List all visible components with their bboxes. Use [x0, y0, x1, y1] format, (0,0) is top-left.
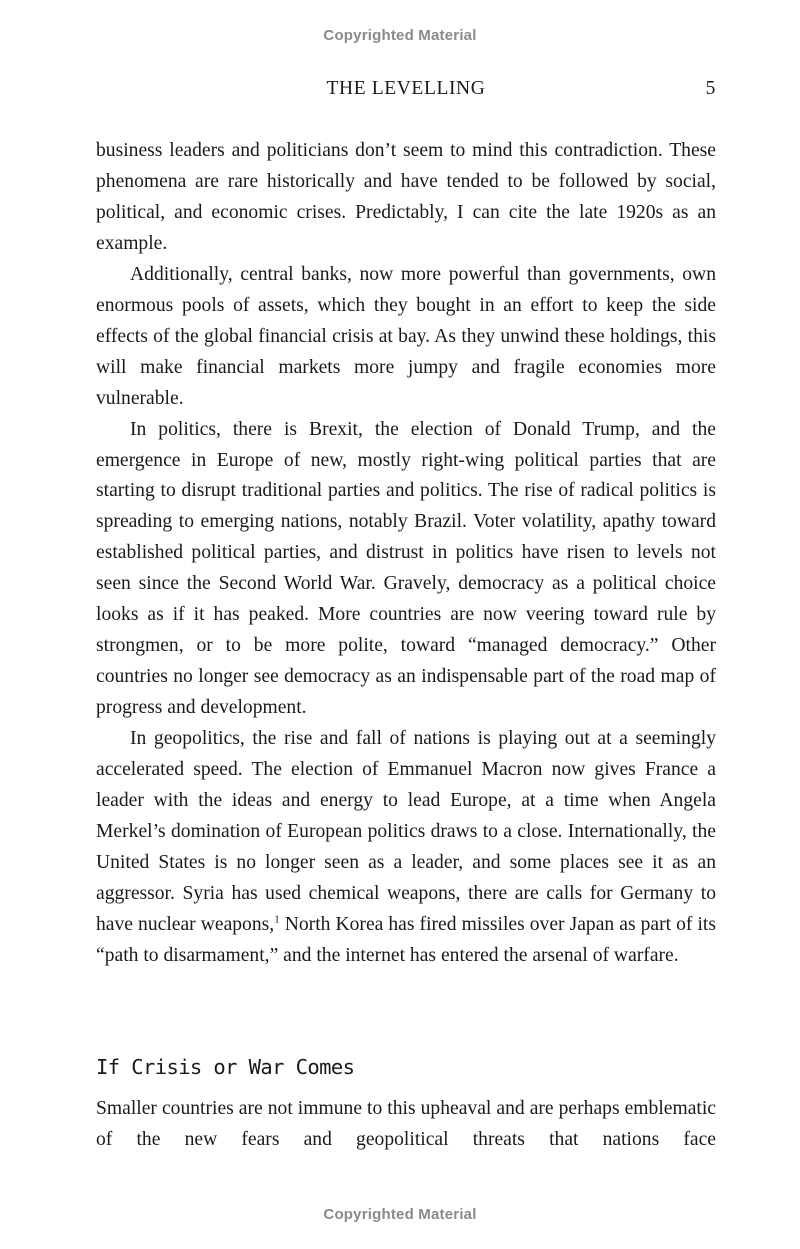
page-number: 5	[705, 78, 716, 99]
paragraph-geopolitics-part-1: In geopolitics, the rise and fall of nations is playing out at a seemingly accelerated speed. The election of Emmanuel Macron now gives France a leader with the ideas and energy to lead Europe, at a time when Angela Merkel’s domination of European politics draws to a close. Internationally, the United States is no longer seen as a leader, and some places see it as an aggressor. Syria has used chemical weapons, there are calls for Germany to have nuclear weapons,	[96, 728, 716, 935]
paragraph-central-banks: Additionally, central banks, now more powerful than governments, own enormous pools of assets, which they bought in an effort to keep the side effects of the global financial crisis at bay. As they unwind these holdings, this will make financial markets more jumpy and fragile economies more vulnerable.	[96, 263, 716, 409]
paragraph-continuation: business leaders and politicians don’t seem to mind this contradiction. These phenomena are rare historically and have tended to be followed by social, political, and economic crises. Predictably, I can cite the late 1920s as an example.	[96, 140, 716, 254]
footnote-reference: 1	[274, 913, 280, 926]
copyright-watermark-top: Copyrighted Material	[323, 27, 477, 44]
paragraph-politics: In politics, there is Brexit, the election of Donald Trump, and the emergence in Europe of new, mostly right-wing political parties that are starting to disrupt traditional parties and politics. The rise of radical politics is spreading to emerging nations, notably Brazil. Voter volatility, apathy toward established political parties, and distrust in politics have risen to levels not seen since the Second World War. Gravely, democracy as a political choice looks as if it has peaked. More countries are now veering toward rule by strongmen, or to be more polite, toward “managed democracy.” Other countries no longer see democracy as an indispensable part of the road map of progress and development.	[96, 418, 716, 719]
running-title: THE LEVELLING	[326, 78, 486, 99]
copyright-watermark-bottom: Copyrighted Material	[323, 1206, 477, 1223]
paragraph-geopolitics	[96, 724, 716, 972]
section-heading: If Crisis or War Comes	[96, 1055, 355, 1079]
section-body-text	[96, 1094, 716, 1156]
body-text	[96, 136, 716, 972]
paragraph-geopolitics-part-2: North Korea has fired missiles over Japan as part of its “path to disarmament,” and the internet has entered the arsenal of warfare.	[96, 913, 716, 966]
paragraph-smaller-countries: Smaller countries are not immune to this upheaval and are perhaps emblematic of the new fears and geopolitical threats that nations face	[96, 1098, 716, 1150]
running-header	[96, 78, 716, 104]
